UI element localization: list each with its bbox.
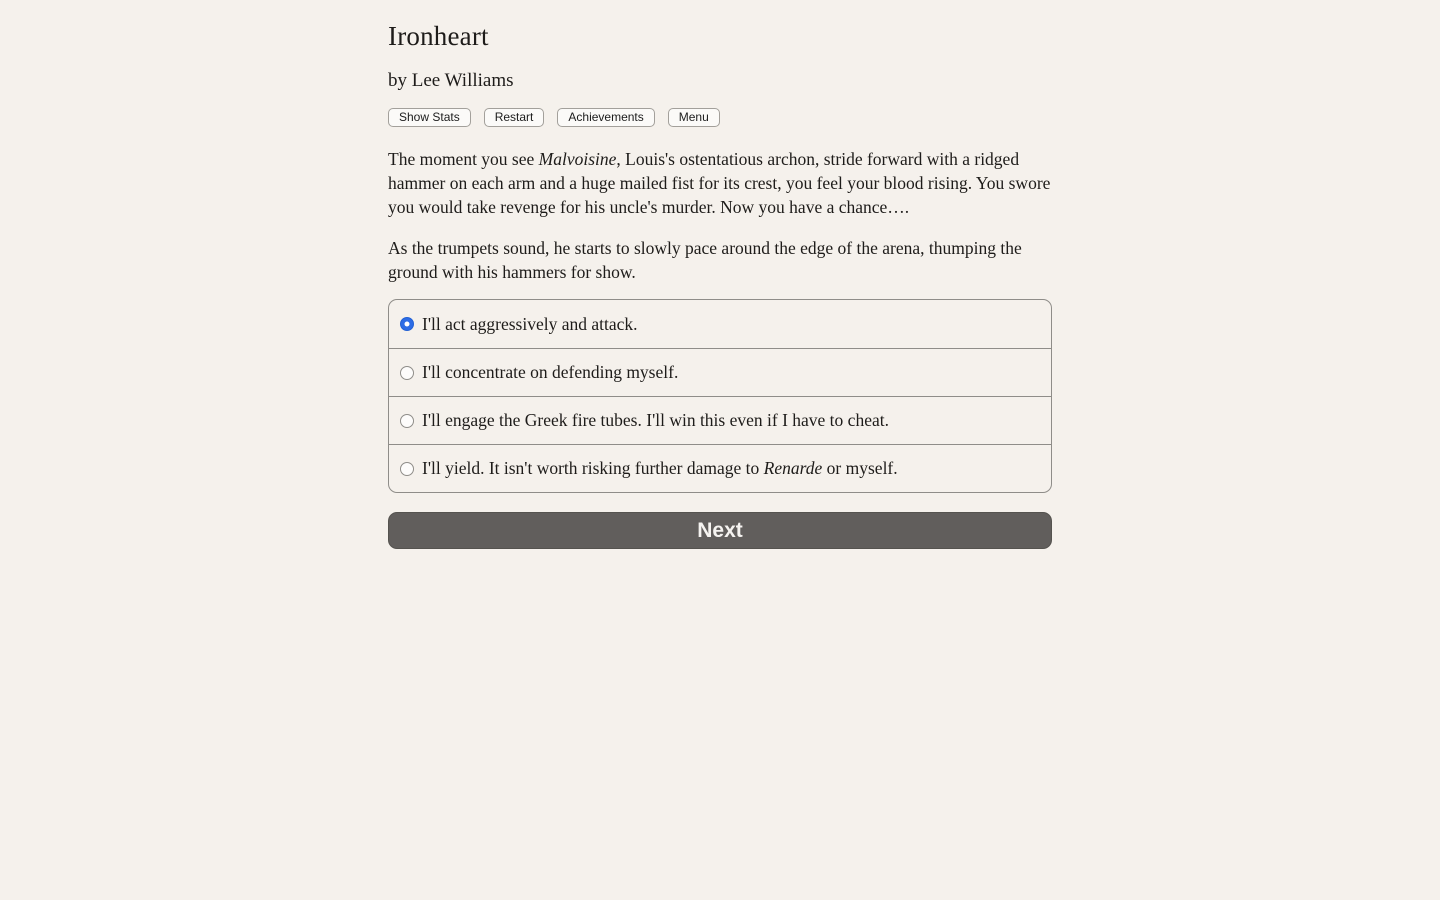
- choice-radio[interactable]: [400, 317, 414, 331]
- story-text-italic-segment: Malvoisine: [538, 149, 617, 170]
- page-content: [388, 0, 1052, 549]
- choice-radio[interactable]: [400, 414, 414, 428]
- story-paragraph-1: [388, 147, 1052, 219]
- story-text: [388, 147, 1052, 284]
- choice-group: [388, 299, 1052, 493]
- choice-label: I'll engage the Greek fire tubes. I'll win this even if I have to cheat.: [422, 410, 889, 431]
- author-byline: by Lee Williams: [388, 69, 514, 91]
- story-text-segment: The moment you see: [388, 149, 539, 170]
- choice-option-yield[interactable]: [389, 444, 1051, 492]
- show-stats-button[interactable]: Show Stats: [388, 108, 471, 127]
- choice-label: I'll yield. It isn't worth risking further damage to Renarde or myself.: [422, 458, 898, 479]
- story-paragraph-2: As the trumpets sound, he starts to slowly pace around the edge of the arena, thumping the ground with his hammers for show.: [388, 238, 1022, 283]
- choice-label: I'll concentrate on defending myself.: [422, 362, 679, 383]
- next-button[interactable]: Next: [388, 512, 1052, 549]
- choice-label: I'll act aggressively and attack.: [422, 313, 638, 334]
- story-text-segment: , Louis's ostentatious archon, stride forward with a ridged hammer on each arm and a huge mailed fist for its crest, you feel your blood rising. You swore you would take revenge for his uncle's murder. Now you have a chance….: [388, 149, 1051, 218]
- restart-button[interactable]: Restart: [484, 108, 545, 127]
- choice-radio[interactable]: [400, 462, 414, 476]
- choice-option-attack[interactable]: [389, 300, 1051, 348]
- achievements-button[interactable]: Achievements: [557, 108, 654, 127]
- choice-option-greek-fire[interactable]: [389, 396, 1051, 444]
- choice-option-defend[interactable]: [389, 348, 1051, 396]
- menu-button[interactable]: Menu: [668, 108, 720, 127]
- game-title: Ironheart: [388, 21, 489, 51]
- toolbar: [388, 108, 1052, 127]
- choice-radio[interactable]: [400, 366, 414, 380]
